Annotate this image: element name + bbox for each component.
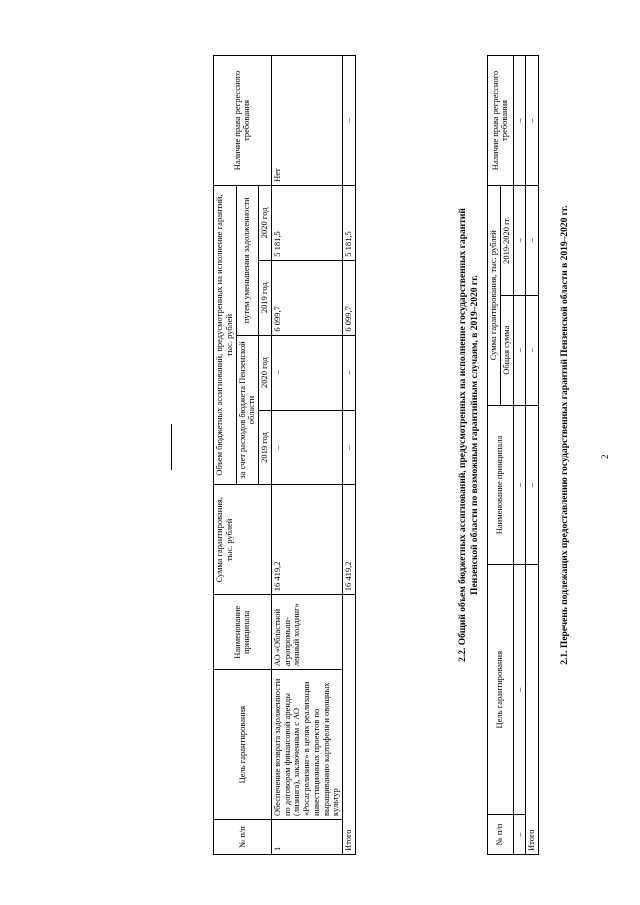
total-row: [526, 56, 539, 855]
table-row: [271, 56, 342, 855]
header-regress: Наличие права регрессного требования: [214, 56, 272, 186]
cell-debt-2020: 5 181,5: [271, 185, 342, 260]
total-years: –: [526, 185, 539, 295]
header-no: № п/п: [214, 820, 272, 855]
header-debt-2019: 2019 год: [259, 260, 272, 335]
cell-years: –: [513, 185, 526, 295]
cell-purpose: –: [513, 565, 526, 815]
total-label: Итого: [343, 595, 356, 855]
cell-regress: –: [513, 56, 526, 186]
section-2-title-line-1: 2.2. Общий объем бюджетных ассигнований, предусмотренных на исполнение государственных гарантий: [458, 208, 468, 662]
header-budget-2020: 2020 год: [259, 335, 272, 410]
header-principal: Наименование принципала: [214, 595, 272, 670]
total-sum: –: [526, 295, 539, 405]
section-1-title: 2.1. Перечень подлежащих предоставлению государственных гарантий Пензенской области в 2019–2020 гг.: [560, 205, 570, 665]
total-row: [343, 56, 356, 855]
header-regress: Наличие права регрессного требования: [488, 56, 514, 186]
header-volume: Объем бюджетных ассигнований, предусмотренных на исполнение гарантий, тыс. рублей: [214, 185, 237, 485]
cell-sum: 16 419,2: [271, 485, 342, 595]
total-budget-2020: –: [343, 335, 356, 410]
total-debt-2020: 5 181,5: [343, 185, 356, 260]
cell-no: –: [513, 815, 526, 855]
guarantees-list-table: [487, 55, 539, 855]
cell-budget-2020: –: [271, 335, 342, 410]
cell-no: 1: [271, 820, 342, 855]
table-row: [513, 56, 526, 855]
page-number: 2: [600, 454, 610, 459]
header-debt: путем уменьшения задолженности: [236, 185, 259, 335]
total-sum: 16 419,2: [343, 485, 356, 595]
header-principal: Наименование принципала: [488, 405, 514, 565]
cell-debt-2019: 6 099,7: [271, 260, 342, 335]
header-budget: за счет расходов бюджета Пензенской области: [236, 335, 259, 485]
header-years: 2019-2020 гг.: [500, 185, 513, 295]
total-regress: –: [526, 56, 539, 186]
cell-principal: –: [513, 405, 526, 565]
cell-total-sum: –: [513, 295, 526, 405]
header-no: № п/п: [488, 815, 514, 855]
table-header-row: [488, 56, 501, 855]
header-budget-2019: 2019 год: [259, 410, 272, 485]
total-budget-2019: –: [343, 410, 356, 485]
header-sum: Сумма гарантирования, тыс. рублей: [214, 485, 272, 595]
header-sum-group: Сумма гарантирования, тыс. рублей: [488, 185, 501, 405]
header-purpose: Цель гарантирования: [488, 565, 514, 815]
cell-regress: Нет: [271, 56, 342, 186]
header-total-sum: Общая сумма: [500, 295, 513, 405]
total-label: Итого: [526, 565, 539, 855]
budget-allocations-table: [213, 55, 356, 855]
header-purpose: Цель гарантирования: [214, 670, 272, 820]
section-2-title-line-2: Пензенской области по возможным гарантийным случаям, в 2019–2020 гг.: [470, 275, 480, 595]
cell-purpose: Обеспечение возврата задолженности по договорам финансовой аренды (лизинга), заключенным с АО «Росагролизинг» в целях реализации инвестиционных проектов по выращиванию картофеля и овощных культур: [271, 670, 342, 820]
total-debt-2019: 6 099,7: [343, 260, 356, 335]
bottom-divider: [171, 424, 172, 470]
cell-budget-2019: –: [271, 410, 342, 485]
header-debt-2020: 2020 год: [259, 185, 272, 260]
cell-principal: АО «Областной агропромыш-ленный холдинг»: [271, 595, 342, 670]
total-regress: –: [343, 56, 356, 186]
table-header-row: [214, 56, 237, 855]
total-principal: –: [526, 405, 539, 565]
